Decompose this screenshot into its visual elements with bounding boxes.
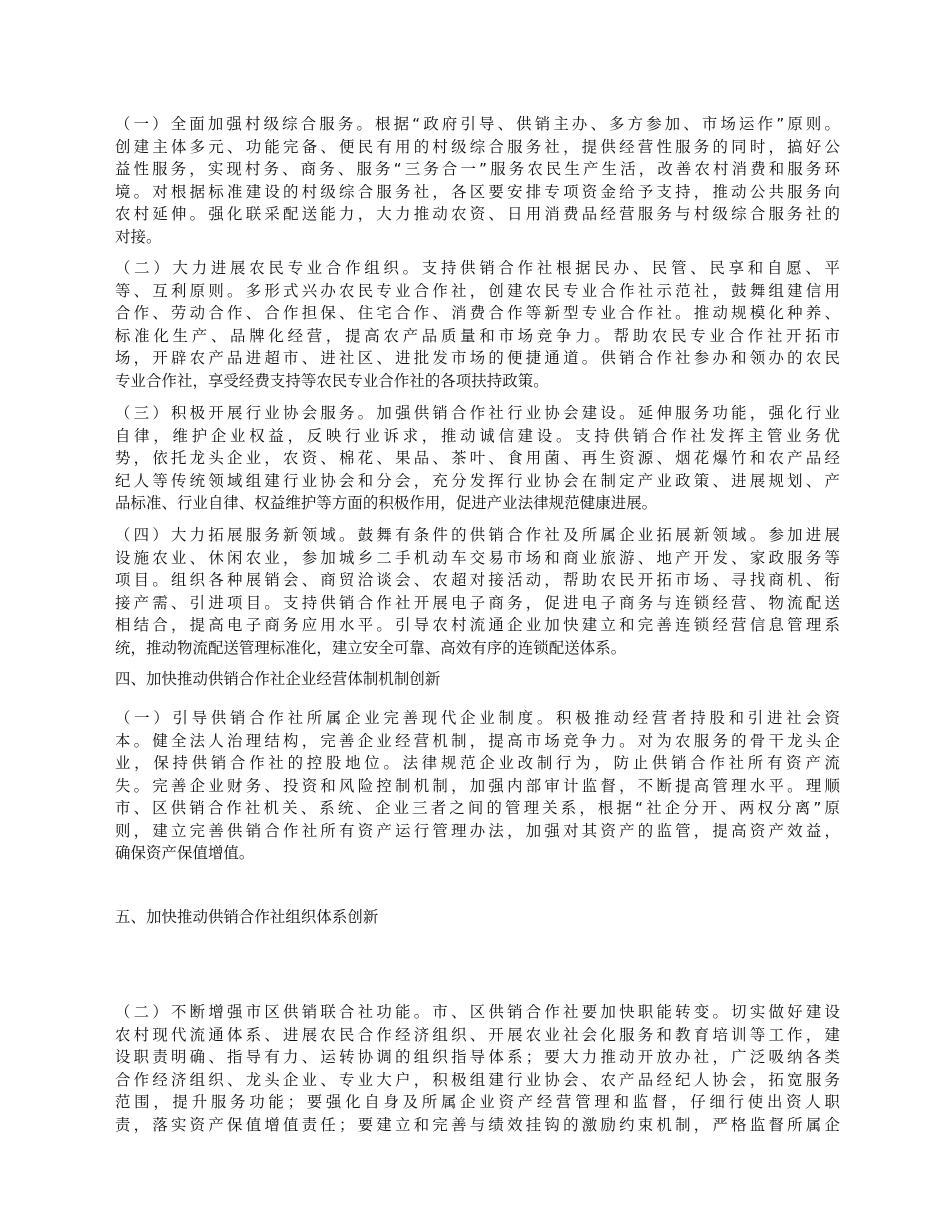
heading-text: 四、加快推动供销合作社企业经营体制机制创新 — [115, 670, 441, 688]
text-line: （二）不断增强市区供销联合社功能。市、区供销合作社要加快职能转变。切实做好建设 — [115, 1003, 840, 1021]
text-line: （四）大力拓展服务新领域。鼓舞有条件的供销合作社及所属企业拓展新领域。参加进展 — [115, 526, 840, 544]
text-line: 则，建立完善供销合作社所有资产运行管理办法，加强对其资产的监管，提高资产效益， — [115, 821, 840, 840]
paragraph-industry-associations — [115, 402, 840, 515]
text-line: 设施农业、休闲农业，参加城乡二手机动车交易市场和商业旅游、地产开发、家政服务等 — [115, 548, 840, 567]
paragraph-village-service — [115, 113, 840, 248]
text-line: 设职责明确、指导有力、运转协调的组织指导体系；要大力推动开放办社，广泛吸纳各类 — [115, 1048, 840, 1066]
section-heading-five — [115, 906, 840, 929]
paragraph-modern-enterprise-system — [115, 707, 840, 865]
text-line: 标准化生产、品牌化经营，提高农产品质量和市场竞争力。帮助农民专业合作社开拓市 — [115, 326, 840, 345]
text-line: 责，落实资产保值增值责任；要建立和完善与绩效挂钩的激励约束机制，严格监督所属企 — [115, 1115, 840, 1134]
text-line: 接产需、引进项目。支持供销合作社开展电子商务，促进电子商务与连锁经营、物流配送 — [115, 593, 840, 612]
text-line: 业，保持供销合作社的控股地位。法律规范企业改制行为，防止供销合作社所有资产流 — [115, 754, 840, 772]
text-line: 相结合，提高电子商务应用水平。引导农村流通企业加快建立和完善连锁经营信息管理系 — [115, 616, 840, 634]
text-line: 品标准、行业自律、权益维护等方面的积极作用，促进产业法律规范健康进展。 — [115, 494, 658, 512]
text-line: 势，依托龙头企业，农资、棉花、果品、茶叶、食用菌、再生资源、烟花爆竹和农产品经 — [115, 449, 840, 467]
paragraph-new-service-fields — [115, 524, 840, 659]
text-line: 范围，提升服务功能；要强化自身及所属企业资产经营管理和监督，仔细行使出资人职 — [115, 1093, 840, 1111]
text-line: 本。健全法人治理结构，完善企业经营机制，提高市场竞争力。对为农服务的骨干龙头企 — [115, 731, 840, 750]
text-line: 农村现代流通体系、进展农民合作经济组织、开展农业社会化服务和教育培训等工作，建 — [115, 1025, 840, 1044]
text-line: 市、区供销合作社机关、系统、企业三者之间的管理关系，根据“社企分开、两权分离”原 — [115, 799, 840, 817]
text-line: 合作、劳动合作、合作担保、住宅合作、消费合作等新型专业合作社。推动规模化种养、 — [115, 304, 840, 322]
text-line: 合作经济组织、龙头企业、专业大户，积极组建行业协会、农产品经纪人协会，拓宽服务 — [115, 1070, 840, 1089]
text-line: 等、互利原则。多形式兴办农民专业合作社，创建农民专业合作社示范社，鼓舞组建信用 — [115, 281, 840, 300]
text-line: 失。完善企业财务、投资和风险控制机制，加强内部审计监督，不断提高管理水平。理顺 — [115, 776, 840, 795]
paragraph-farmer-cooperatives — [115, 257, 840, 392]
heading-text: 五、加快推动供销合作社组织体系创新 — [115, 908, 379, 926]
text-line: 益性服务，实现村务、商务、服务“三务合一”服务农民生产生活，改善农村消费和服务环 — [115, 160, 840, 178]
text-line: （二）大力进展农民专业合作组织。支持供销合作社根据民办、民管、民享和自愿、平 — [115, 259, 840, 277]
text-line: 境。对根据标准建设的村级综合服务社，各区要安排专项资金给予支持，推动公共服务向 — [115, 182, 840, 201]
section-heading-four — [115, 668, 840, 691]
text-line: 专业合作社，享受经费支持等农民专业合作社的各项扶持政策。 — [115, 371, 549, 390]
text-line: 创建主体多元、功能完备、便民有用的村级综合服务社，提供经营性服务的同时，搞好公 — [115, 137, 840, 156]
text-line: 纪人等传统领域组建行业协会和分会，充分发挥行业协会在制定产业政策、进展规划、产 — [115, 471, 840, 490]
paragraph-federation-functions — [115, 1001, 840, 1136]
text-line: 确保资产保值增值。 — [115, 844, 255, 862]
text-line: （三）积极开展行业协会服务。加强供销合作社行业协会建设。延伸服务功能，强化行业 — [115, 404, 840, 422]
text-line: （一）全面加强村级综合服务。根据“政府引导、供销主办、多方参加、市场运作”原则。 — [115, 115, 840, 133]
text-line: 对接。 — [115, 227, 162, 246]
text-line: 场，开辟农产品进超市、进社区、进批发市场的便捷通道。供销合作社参办和领办的农民 — [115, 349, 840, 367]
text-line: 统，推动物流配送管理标准化，建立安全可靠、高效有序的连锁配送体系。 — [115, 638, 627, 657]
text-line: 项目。组织各种展销会、商贸洽谈会、农超对接活动，帮助农民开拓市场、寻找商机、衔 — [115, 571, 840, 589]
text-line: 农村延伸。强化联采配送能力，大力推动农资、日用消费品经营服务与村级综合服务社的 — [115, 205, 840, 223]
text-line: （一）引导供销合作社所属企业完善现代企业制度。积极推动经营者持股和引进社会资 — [115, 709, 840, 727]
text-line: 自律，维护企业权益，反映行业诉求，推动诚信建设。支持供销合作社发挥主管业务优 — [115, 426, 840, 445]
